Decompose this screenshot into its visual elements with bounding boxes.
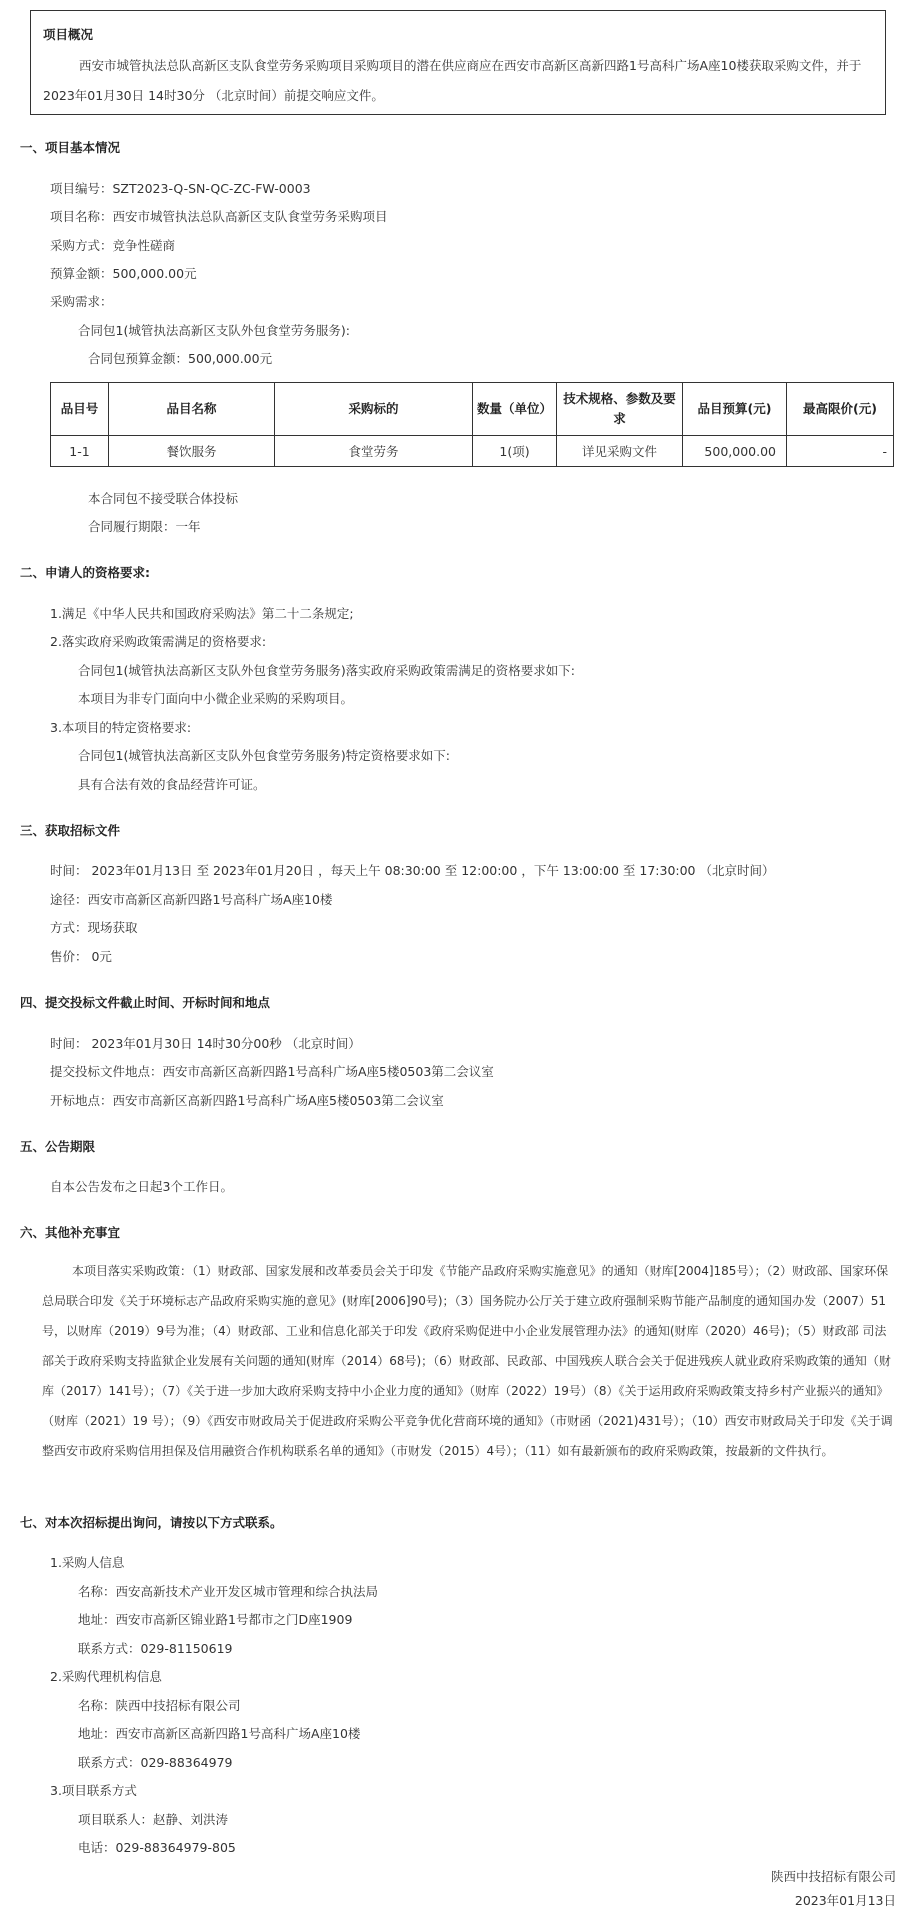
signature-company: 陕西中技招标有限公司 bbox=[770, 1869, 896, 1884]
qualification-item-2-detail: 合同包1(城管执法高新区支队外包食堂劳务服务)落实政府采购政策需满足的资格要求如下: bbox=[78, 663, 575, 678]
table-cell: 食堂劳务 bbox=[275, 436, 473, 467]
qualification-item-3-detail: 合同包1(城管执法高新区支队外包食堂劳务服务)特定资格要求如下: bbox=[78, 748, 450, 763]
obtain-route: 途径：西安市高新区高新四路1号高科广场A座10楼 bbox=[50, 892, 333, 907]
table-header: 数量（单位） bbox=[473, 383, 557, 436]
table-header: 品目名称 bbox=[109, 383, 275, 436]
qualification-item-2-note: 本项目为非专门面向中小微企业采购的采购项目。 bbox=[78, 691, 354, 706]
procurement-method: 采购方式：竞争性磋商 bbox=[50, 238, 176, 253]
budget-amount: 预算金额：500,000.00元 bbox=[50, 266, 197, 281]
agent-info-title: 2.采购代理机构信息 bbox=[50, 1669, 162, 1684]
section-4-heading: 四、提交投标文件截止时间、开标时间和地点 bbox=[20, 995, 271, 1010]
obtain-way: 方式：现场获取 bbox=[50, 920, 138, 935]
qualification-item-3: 3.本项目的特定资格要求: bbox=[50, 720, 192, 735]
agent-address: 地址：西安市高新区高新四路1号高科广场A座10楼 bbox=[78, 1726, 361, 1741]
project-name: 项目名称：西安市城管执法总队高新区支队食堂劳务采购项目 bbox=[50, 209, 388, 224]
signature-date: 2023年01月13日 bbox=[794, 1893, 896, 1908]
contact-person: 项目联系人：赵静、刘洪涛 bbox=[78, 1812, 229, 1827]
contract-package: 合同包1(城管执法高新区支队外包食堂劳务服务): bbox=[78, 323, 350, 338]
project-number: 项目编号：SZT2023-Q-SN-QC-ZC-FW-0003 bbox=[50, 181, 311, 196]
table-header: 技术规格、参数及要求 bbox=[557, 383, 683, 436]
obtain-price: 售价： 0元 bbox=[50, 949, 112, 964]
package-budget: 合同包预算金额：500,000.00元 bbox=[88, 351, 273, 366]
table-header-row bbox=[51, 383, 894, 436]
table-cell: 详见采购文件 bbox=[557, 436, 683, 467]
section-6-heading: 六、其他补充事宜 bbox=[20, 1225, 121, 1240]
table-cell: 餐饮服务 bbox=[109, 436, 275, 467]
buyer-name: 名称：西安高新技术产业开发区城市管理和综合执法局 bbox=[78, 1584, 379, 1599]
overview-box bbox=[30, 10, 886, 115]
qualification-item-3-note: 具有合法有效的食品经营许可证。 bbox=[78, 777, 266, 792]
table-header: 品目号 bbox=[51, 383, 109, 436]
contract-period: 合同履行期限：一年 bbox=[88, 519, 201, 534]
contact-phone: 电话：029-88364979-805 bbox=[78, 1840, 236, 1855]
contact-title: 3.项目联系方式 bbox=[50, 1783, 137, 1798]
section-7-heading: 七、对本次招标提出询问，请按以下方式联系。 bbox=[20, 1515, 283, 1530]
table-row bbox=[51, 436, 894, 467]
submission-location: 提交投标文件地点：西安市高新区高新四路1号高科广场A座5楼0503第二会议室 bbox=[50, 1064, 494, 1079]
overview-title: 项目概况 bbox=[43, 27, 94, 42]
qualification-item-1: 1.满足《中华人民共和国政府采购法》第二十二条规定; bbox=[50, 606, 354, 621]
agent-name: 名称：陕西中技招标有限公司 bbox=[78, 1698, 241, 1713]
policy-paragraph: 本项目落实采购政策：（1）财政部、国家发展和改革委员会关于印发《节能产品政府采购实施意见》的通知（财库[2004]185号）；（2）财政部、国家环保总局联合印发《关于环境标志产品政府采购实施的意见》(财库[2006]90号)；（3）国务院办公厅关于建立政府强制采购节能产品制度的通知国办发（2007）51号，以财库（2019）9号为准；（4）财政部、工业和信息化部关于印发《政府采购促进中小企业发展管理办法》的通知(财库（2020）46号)；（5）财政部 司法部关于政府采购支持监狱企业发展有关问题的通知(财库（2014）68号)；（6）财政部、民政部、中国残疾人联合会关于促进残疾人就业政府采购政策的通知（财库（2017）141号）；（7）《关于进一步加大政府采购支持中小企业力度的通知》（财库（2022）19号）（8）《关于运用政府采购政策支持乡村产业振兴的通知》（财库（2021）19 号）；（9）《西安市财政局关于促进政府采购公平竞争优化营商环境的通知》（市财函（2021)431号）；（10）西安市财政局关于印发《关于调整西安市政府采购信用担保及信用融资合作机构联系名单的通知》（市财发（2015）4号）；（11）如有最新颁布的政府采购政策，按最新的文件执行。 bbox=[42, 1264, 893, 1458]
table-header: 最高限价(元) bbox=[787, 383, 894, 436]
buyer-address: 地址：西安市高新区锦业路1号都市之门D座1909 bbox=[78, 1612, 353, 1627]
buyer-phone: 联系方式：029-81150619 bbox=[78, 1641, 233, 1656]
table-header: 采购标的 bbox=[275, 383, 473, 436]
procurement-demand: 采购需求： bbox=[50, 294, 113, 309]
agent-phone: 联系方式：029-88364979 bbox=[78, 1755, 233, 1770]
table-cell: 1-1 bbox=[51, 436, 109, 467]
table-cell: 500,000.00 bbox=[683, 436, 787, 467]
qualification-item-2: 2.落实政府采购政策需满足的资格要求: bbox=[50, 634, 267, 649]
section-1-heading: 一、项目基本情况 bbox=[20, 140, 121, 155]
section-5-heading: 五、公告期限 bbox=[20, 1139, 96, 1154]
section-2-heading: 二、申请人的资格要求: bbox=[20, 565, 150, 580]
notice-period: 自本公告发布之日起3个工作日。 bbox=[50, 1179, 233, 1194]
section-3-heading: 三、获取招标文件 bbox=[20, 823, 121, 838]
table-cell: 1(项) bbox=[473, 436, 557, 467]
table-cell: - bbox=[787, 436, 894, 467]
buyer-info-title: 1.采购人信息 bbox=[50, 1555, 125, 1570]
table-header: 品目预算(元) bbox=[683, 383, 787, 436]
deadline-time: 时间： 2023年01月30日 14时30分00秒 （北京时间） bbox=[50, 1036, 361, 1051]
overview-text: 西安市城管执法总队高新区支队食堂劳务采购项目采购项目的潜在供应商应在西安市高新区高新四路1号高科广场A座10楼获取采购文件，并于 2023年01月30日 14时30分 （北京时间）前提交响应文件。 bbox=[43, 58, 862, 103]
opening-location: 开标地点：西安市高新区高新四路1号高科广场A座5楼0503第二会议室 bbox=[50, 1093, 444, 1108]
obtain-time: 时间： 2023年01月13日 至 2023年01月20日 ，每天上午 08:30:00 至 12:00:00 ，下午 13:00:00 至 17:30:00 （北京时间） bbox=[50, 863, 775, 878]
no-joint-bid: 本合同包不接受联合体投标 bbox=[88, 491, 239, 506]
items-table bbox=[50, 382, 894, 467]
